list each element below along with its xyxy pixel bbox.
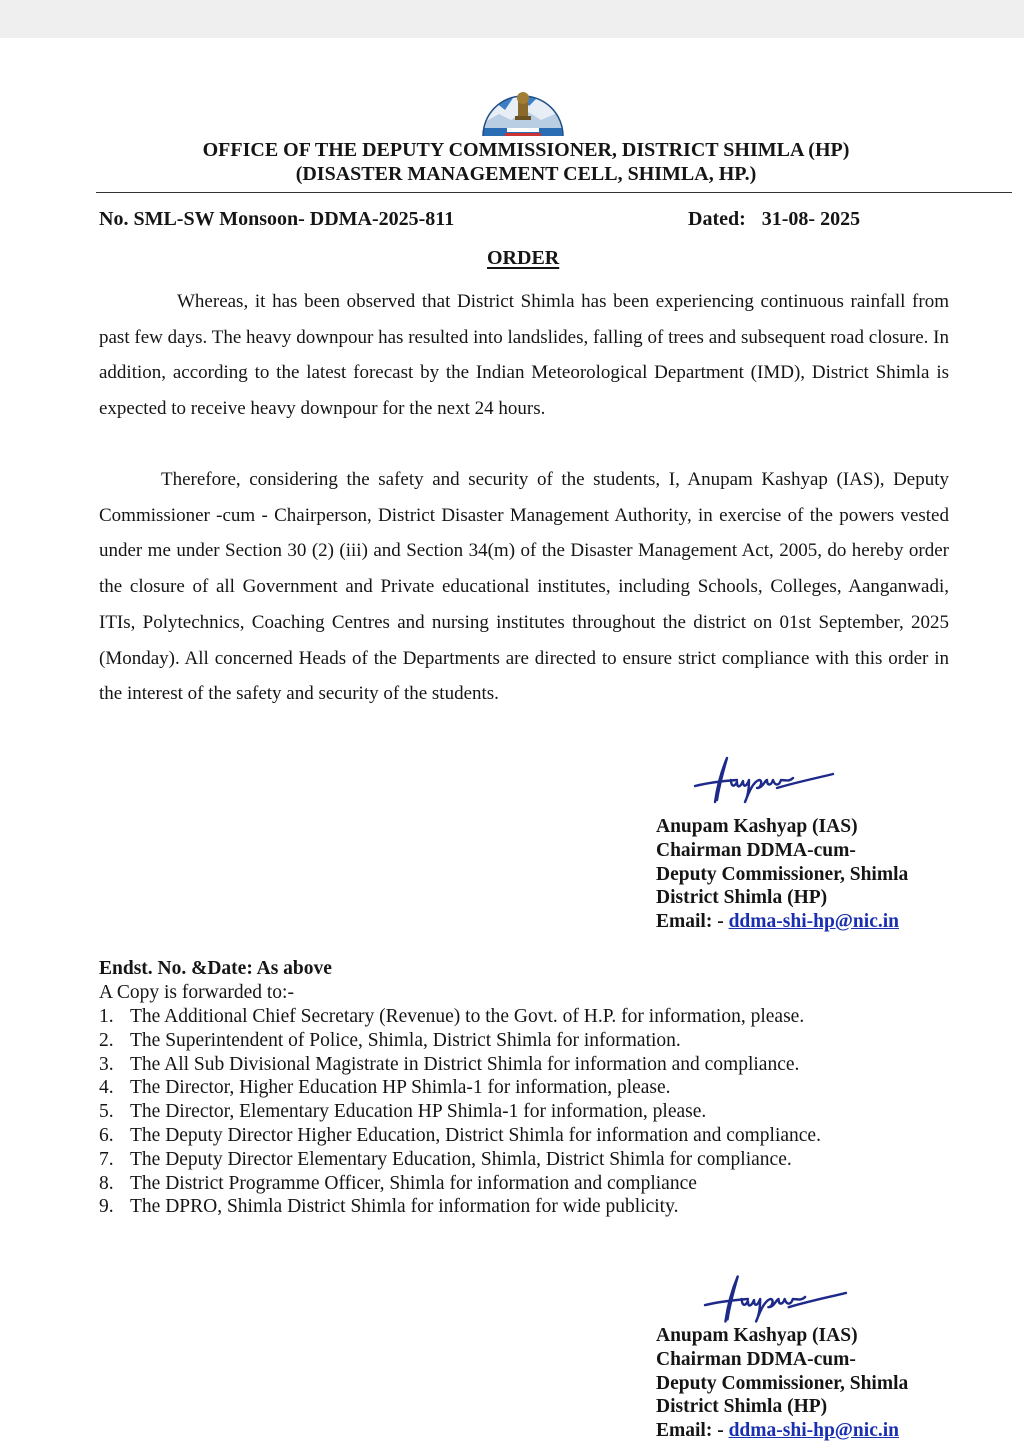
item-number: 4. bbox=[99, 1077, 114, 1099]
email-label: Email: - bbox=[656, 911, 724, 933]
signatory-block-endorsement bbox=[656, 1324, 908, 1443]
item-text: The Deputy Director Higher Education, District Shimla for information and compliance. bbox=[130, 1124, 821, 1146]
signatory-district: District Shimla (HP) bbox=[656, 887, 828, 909]
copy-list-item bbox=[99, 1005, 821, 1029]
order-title: ORDER bbox=[487, 247, 560, 269]
item-text: The District Programme Officer, Shimla for information and compliance bbox=[130, 1172, 697, 1194]
copy-list-item bbox=[99, 1076, 821, 1100]
item-number: 2. bbox=[99, 1029, 114, 1051]
order-date bbox=[688, 208, 860, 231]
item-text: The All Sub Divisional Magistrate in District Shimla for information and compliance. bbox=[130, 1053, 800, 1075]
item-number: 1. bbox=[99, 1006, 114, 1027]
item-number: 5. bbox=[99, 1101, 114, 1123]
email-label: Email: - bbox=[656, 1420, 724, 1442]
item-text: The Deputy Director Elementary Education, Shimla, District Shimla for compliance. bbox=[130, 1148, 792, 1170]
copy-list-item bbox=[99, 1029, 821, 1053]
item-text: The Director, Elementary Education HP Shimla-1 for information, please. bbox=[130, 1101, 707, 1123]
item-text: The Director, Higher Education HP Shimla-1 for information, please. bbox=[130, 1077, 671, 1099]
dated-value: 31-08- 2025 bbox=[761, 208, 861, 230]
header-divider bbox=[96, 192, 1012, 193]
reference-number: No. SML-SW Monsoon- DDMA-2025-811 bbox=[99, 208, 455, 230]
signatory-title-2: Deputy Commissioner, Shimla bbox=[656, 1372, 909, 1394]
signatory-name: Anupam Kashyap (IAS) bbox=[656, 1325, 858, 1346]
email-link[interactable]: ddma-shi-hp@nic.in bbox=[728, 1420, 899, 1442]
office-subheading: (DISASTER MANAGEMENT CELL, SHIMLA, HP.) bbox=[295, 163, 757, 185]
signature-image bbox=[693, 754, 838, 806]
copy-list-item bbox=[99, 1172, 821, 1196]
signatory-email-line bbox=[656, 1419, 908, 1443]
item-text: The Superintendent of Police, Shimla, District Shimla for information. bbox=[130, 1029, 681, 1051]
item-number: 3. bbox=[99, 1053, 114, 1075]
endorsement-label: Endst. No. &Date: As above bbox=[99, 958, 332, 979]
forwarded-to-label: A Copy is forwarded to:- bbox=[99, 982, 294, 1003]
copy-list-item bbox=[99, 1148, 821, 1172]
item-number: 6. bbox=[99, 1124, 114, 1146]
signature-image bbox=[703, 1270, 851, 1328]
dated-label: Dated: bbox=[688, 208, 746, 230]
copy-list-item bbox=[99, 1195, 821, 1219]
paragraph-therefore: Therefore, considering the safety and security of the students, I, Anupam Kashyap (IAS), Deputy Commissioner -cum - Chairperson, District Disaster Management Authority, in exercise of the powers vested under me under Section 30 (2) (iii) and Section 34(m) of the Disaster Management Act, 2005, do hereby order the closure of all Government and Private educational institutes, including Schools, Colleges, Aanganwadi, ITIs, Polytechnics, Coaching Centres and nursing institutes throughout the district on 01st September, 2025 (Monday). All concerned Heads of the Departments are directed to ensure strict compliance with this order in the interest of the safety and security of the students. bbox=[99, 469, 949, 705]
item-text: The DPRO, Shimla District Shimla for information for wide publicity. bbox=[130, 1196, 679, 1218]
item-number: 8. bbox=[99, 1172, 114, 1194]
item-number: 9. bbox=[99, 1196, 114, 1218]
signatory-block bbox=[656, 815, 908, 934]
signatory-title-2: Deputy Commissioner, Shimla bbox=[656, 863, 909, 885]
email-link[interactable]: ddma-shi-hp@nic.in bbox=[728, 911, 899, 933]
item-text: The Additional Chief Secretary (Revenue) to the Govt. of H.P. for information, please. bbox=[130, 1006, 805, 1027]
office-heading: OFFICE OF THE DEPUTY COMMISSIONER, DISTRICT SHIMLA (HP) bbox=[202, 139, 850, 161]
signatory-title-1: Chairman DDMA-cum- bbox=[656, 839, 856, 861]
signatory-district: District Shimla (HP) bbox=[656, 1396, 828, 1418]
copy-list bbox=[99, 1005, 821, 1219]
item-number: 7. bbox=[99, 1148, 114, 1170]
state-emblem-logo bbox=[481, 80, 565, 138]
copy-list-item bbox=[99, 1100, 821, 1124]
copy-list-item bbox=[99, 1053, 821, 1077]
signatory-email-line bbox=[656, 910, 908, 934]
copy-list-item bbox=[99, 1124, 821, 1148]
signatory-name: Anupam Kashyap (IAS) bbox=[656, 816, 858, 837]
paragraph-whereas: Whereas, it has been observed that District Shimla has been experiencing continuous rainfall from past few days. The heavy downpour has resulted into landslides, falling of trees and subsequent road closure. In addition, according to the latest forecast by the Indian Meteorological Department (IMD), District Shimla is expected to receive heavy downpour for the next 24 hours. bbox=[99, 291, 949, 420]
signatory-title-1: Chairman DDMA-cum- bbox=[656, 1348, 856, 1370]
